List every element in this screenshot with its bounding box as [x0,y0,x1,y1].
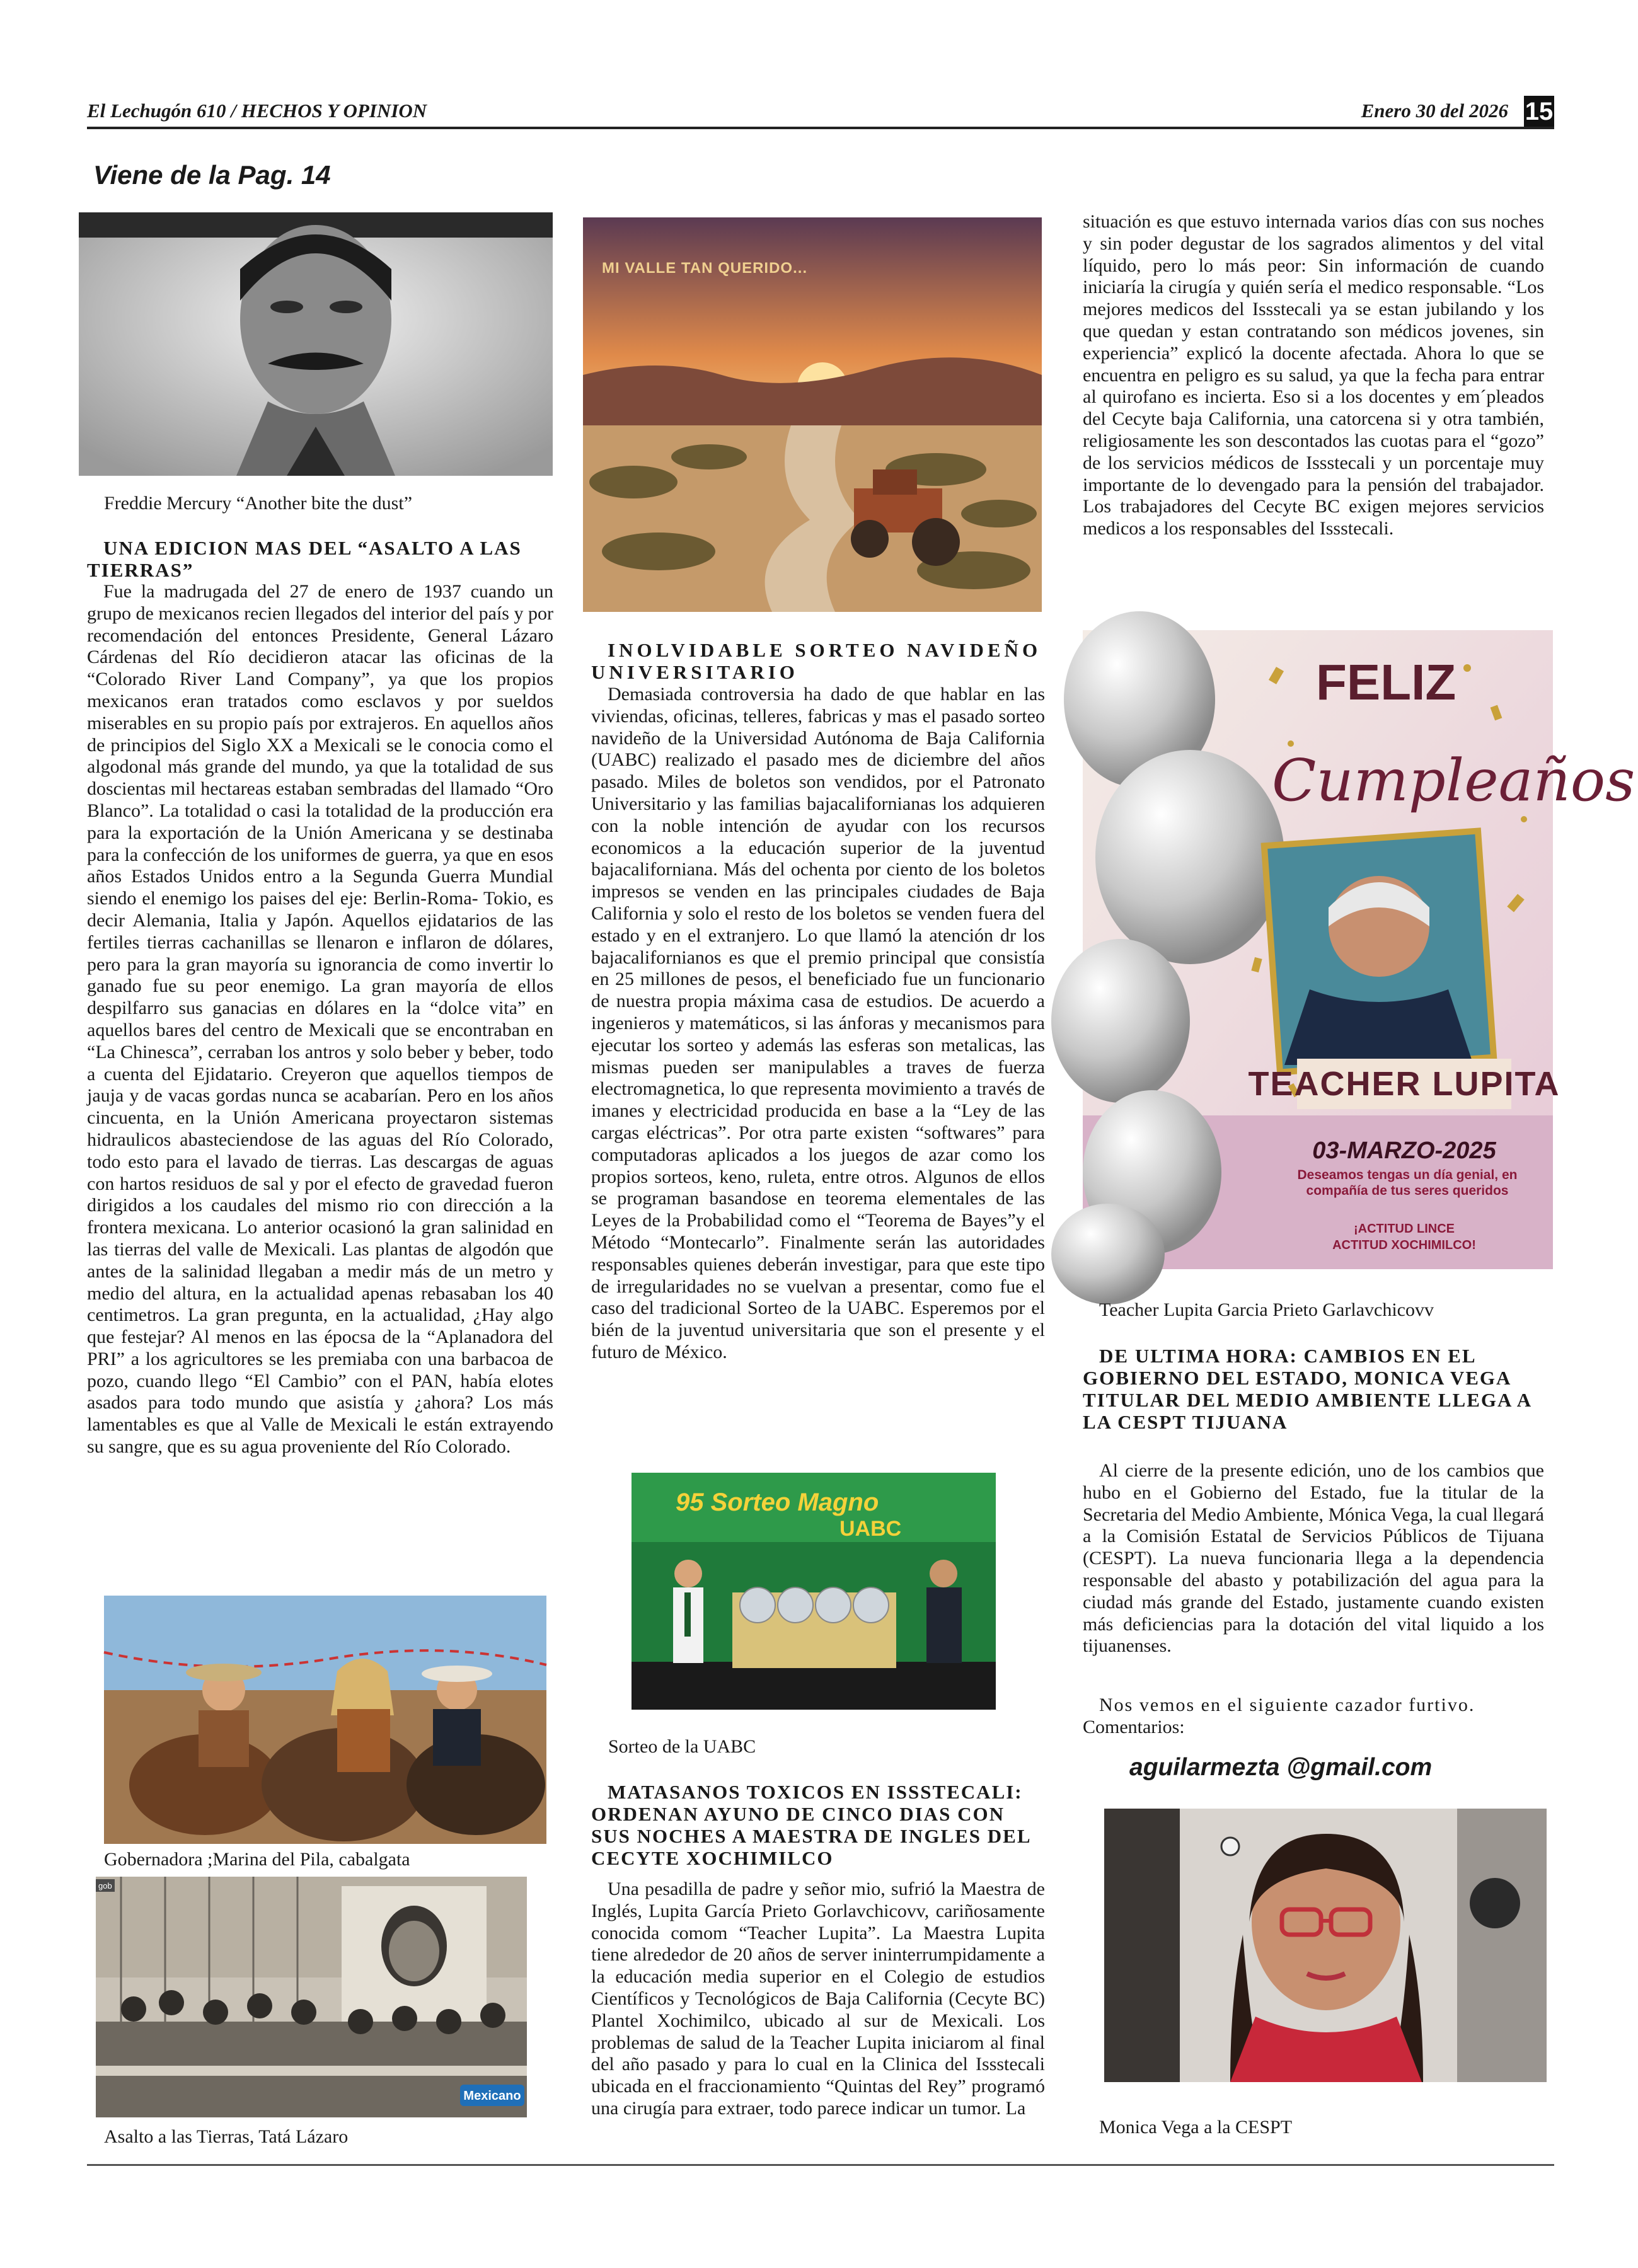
issue-date: Enero 30 del 2026 [1361,100,1508,122]
photo-caption-cabalgata: Gobernadora ;Marina del Pila, cabalgata [104,1849,410,1870]
header-rule [87,127,1554,129]
footer-rule [87,2164,1554,2166]
asalto-historic-photo [96,1877,527,2117]
mexicano-badge: Mexicano [463,2089,521,2103]
photo-caption-freddie: Freddie Mercury “Another bite the dust” [104,493,413,514]
photo-caption-monica-vega: Monica Vega a la CESPT [1099,2117,1293,2138]
freddie-mercury-photo [79,212,553,476]
flyer-slogan-1: ¡ACTITUD LINCE [1354,1222,1455,1236]
closing-line: Nos vemos en el siguiente cazador furtivo. [1099,1695,1475,1715]
article-body-sorteo: Demasiada controversia ha dado de que hablar en las viviendas, oficinas, telleres, fabricas y mas el pasado sorteo navideño de la Universidad Autónoma de Baja California (UABC) realizado el pasado mes de diciembre del años pasado. Miles de boletos son vendidos, por el Patronato Universitario y las familias bajacalifornianas los adquieren con la noble intención de ayudar con los recursos economicos a la educación superior de la juventud bajacaliforniana. Más del ochenta por ciento de los boletos impresos se venden en las principales ciudades de Baja California y solo el resto de los boletos se venden fuera del estado y en el extranjero. Lo que llamó la atención dr los bajacalifornianos es que el premio principal que consistía en 25 millones de pesos, el beneficiado fue un funcionario de nuestra propia máxima casa de estudios. De acuerdo a ingenieros y matemáticos, si las ánforas y mecanismos para ejecutar los sorteo y además las esferas son metalicas, las mismas pueden ser manipulables a traves de fuerza electromagnetica, lo que representa movimiento a través de imanes y electricidad producida en base a la “Ley de las cargas eléctricas”. Por otra parte existen “softwares” para computadoras aplicados a los juegos de azar como los propios sorteos, keno, ruleta, entre otros. Algunos de ellos se programan basandose en teorema elementales de las Leyes de la Probabilidad como el “Teorema de Bayes”y el Método “Montecarlo”. Finalmente serán las autoridades responsables quienes deberán investigar, para que este tipo de irregularidades no se vuelvan a presentar, como fue el caso del tradicional Sorteo de la UABC. Esperemos por el bién de la juventud universitaria que son el presente y el futuro de México. [591,684,1045,1362]
contact-email[interactable]: aguilarmezta @gmail.com [1129,1754,1433,1781]
article-body-issstecali: Una pesadilla de padre y señor mio, sufrió la Maestra de Inglés, Lupita García Prieto Gorlavchicovv, cariñosamente conocida comom “Teacher Lupita”. La Maestra Lupita tiene alrededor de 20 años de server ininterrumpidamente a la educación media superior en el Colegio de estudios Científicos y Tecnológicos de Baja California (Cecyte BC) Plantel Xochimilco, ubicado al sur de Mexicali. Los problemas de salud de la Teacher Lupita iniciarom al final del año pasado y para lo cual en la Clinica del Issstecali ubicada en el fraccionamiento “Quintas del Rey” programó una cirugía para extraer, todo parece indicar un tumor. La [591,1879,1045,2119]
valle-painting [583,217,1042,612]
article-body-monica-vega: Al cierre de la presente edición, uno de los cambios que hubo en el Gobierno del Estado, fue la titular de la Secretaria del Medio Ambiente, Mónica Vega, la cual llegará a la Comisión Estatal de Servicios Públicos de Tijuana (CESPT). La nueva funcionaria llega a la dependencia responsable del abasto y potabilización del agua para la ciudad más grande del Estado, justamente cuando existen más deficiencias para la dotación del vital liquido a los tijuanenses. [1083,1460,1544,1657]
newspaper-header-title: El Lechugón 610 / HECHOS Y OPINION [87,100,427,122]
article-heading-sorteo: INOLVIDABLE SORTEO NAVIDEÑO UNIVERSITARIO [591,639,1042,683]
flyer-slogan-2: ACTITUD XOCHIMILCO! [1332,1238,1476,1252]
continued-from-label: Viene de la Pag. 14 [93,160,331,190]
cabalgata-photo [104,1596,546,1844]
photo-caption-teacher-lupita: Teacher Lupita Garcia Prieto Garlavchicovv [1099,1299,1434,1320]
article-heading-asalto: UNA EDICION MAS DEL “ASALTO A LAS TIERRAS” [87,537,522,581]
gob-tag: gob [98,1881,112,1891]
sorteo-uabc-photo [632,1473,996,1710]
flyer-title-feliz: FELIZ [1316,654,1456,710]
article-heading-monica-vega: DE ULTIMA HORA: CAMBIOS EN EL GOBIERNO DEL ESTADO, MONICA VEGA TITULAR DEL MEDIO AMBIENTE LLEGA A LA CESPT TIJUANA [1083,1345,1531,1433]
article-body-issstecali-cont: situación es que estuvo internada varios días con sus noches y sin poder degustar de los sagrados alimentos y del vital líquido, pero lo más peor: Sin información de cuando iniciaría la cirugía y quién sería el medico responsable. “Los mejores medicos del Issstecali ya se estan jubilando y los que quedan y estan contratando son médicos jovenes, sin experiencia” explicó la docente afectada. Ahora lo que se encuentra en peligro es su salud, ya que la fecha para entrar al quirofano es incierta. Eso si a los docentes y em´pleados del Cecyte baja California, una catorcena si y otra también, religiosamente les son descontados las cuotas para el “gozo” de los servicios médicos de Issstecali y un porcentaje muy importante de lo devengado para la pensión del trabajador. Los trabajadores del Cecyte BC exigen mejores servicios medicos a los responsables del Issstecali. [1083,211,1544,539]
photo-caption-asalto: Asalto a las Tierras, Tatá Lázaro [104,2126,349,2147]
comments-label: Comentarios: [1083,1717,1185,1737]
flyer-wish: Deseamos tengas un día genial, en compañía de tus seres queridos [1297,1168,1518,1198]
photo-caption-sorteo: Sorteo de la UABC [608,1736,756,1757]
birthday-flyer [1083,630,1635,1269]
sorteo-banner-uabc: UABC [839,1517,902,1541]
article-body-asalto: Fue la madrugada del 27 de enero de 1937 cuando un grupo de mexicanos recien llegados del interior del país y por recomendación del entonces Presidente, General Lázaro Cárdenas del Río decidieron atacar las oficinas de la “Colorado River Land Company”, ya que los propios mexicanos eran tratados como esclavos y por sueldos miserables en su propio país por extrajeros. En aquellos años de principios del Siglo XX a Mexicali se le conocia como el algodonal más grande del mundo, ya que la totalidad de sus doscientas mil hectareas estaban sembradas del llamado “Oro Blanco”. La totalidad o casi la totalidad de la producción era para la exportación de la Unión Americana y se destinaba para la confección de los uniformes de guerra, ya que en esos años Estados Unidos entro a la Segunda Guerra Mundial siendo el enemigo los paises del eje: Berlin-Roma- Tokio, es decir Alemania, Italia y Japón. Aquellos ejidatarios de las fertiles tierras cachanillas se llenaron e inflaron de dólares, pero para la gran mayoría su ignorancia de como invertir lo ganado fue su peor enemigo. La gran mayoría de ellos despilfarro sus ganacias en dólares en la “dolce vita” en aquellos bares del centro de Mexicali que se encontraban en “La Chinesca”, cerraban los antros y solo beber y beber, todo a cuenta del Ejidatario. Creyeron que aquellos tiempos de jauja y de vacas gordas nunca se acabarían. Pero en los años cincuenta, en la Unión Americana proyectaron sistemas hidraulicos abasteciendose de las aguas del Río Colorado, todo esto para el lavado de tierras. Las descargas de aguas con hartos residuos de sal y por el efecto de gravedad fueron dirigidos a los caudales del mismo rio con dirección a la frontera mexicana. Lo anterior ocasionó la gran salinidad en las tierras del valle de Mexicali. Las plantas de algodón que antes de la salinidad llegaban a medir más de un metro y medio del altura, en la actualidad apenas rebasaban los 40 centimetros. La gran pregunta, en la actualidad, ¿Hay algo que festejar? Al menos en las épocsa de la “Aplanadora del PRI” a los agricultores se les premiaba con una barbacoa de pozo, cuando llego “El Cambio” con el PAN, había elotes asados para todo mundo que asistía y ¿ahora? Los más lamentables es que al Valle de Mexicali le están extrayendo su sangre, que es su agua proveniente del Río Colorado. [87,581,553,1458]
flyer-name: TEACHER LUPITA [1248,1065,1560,1103]
monica-vega-photo [1104,1809,1547,2082]
page-number: 15 [1524,96,1554,127]
article-heading-issstecali: MATASANOS TOXICOS EN ISSSTECALI: ORDENAN AYUNO DE CINCO DIAS CON SUS NOCHES A MAESTRA DE INGLES DEL CECYTE XOCHIMILCO [591,1781,1030,1869]
flyer-date: 03-MARZO-2025 [1312,1137,1496,1164]
sorteo-banner-text: 95 Sorteo Magno [676,1488,879,1516]
painting-title-text: MI VALLE TAN QUERIDO... [602,260,808,277]
flyer-title-cumpleanos: Cumpleaños [1272,747,1635,814]
